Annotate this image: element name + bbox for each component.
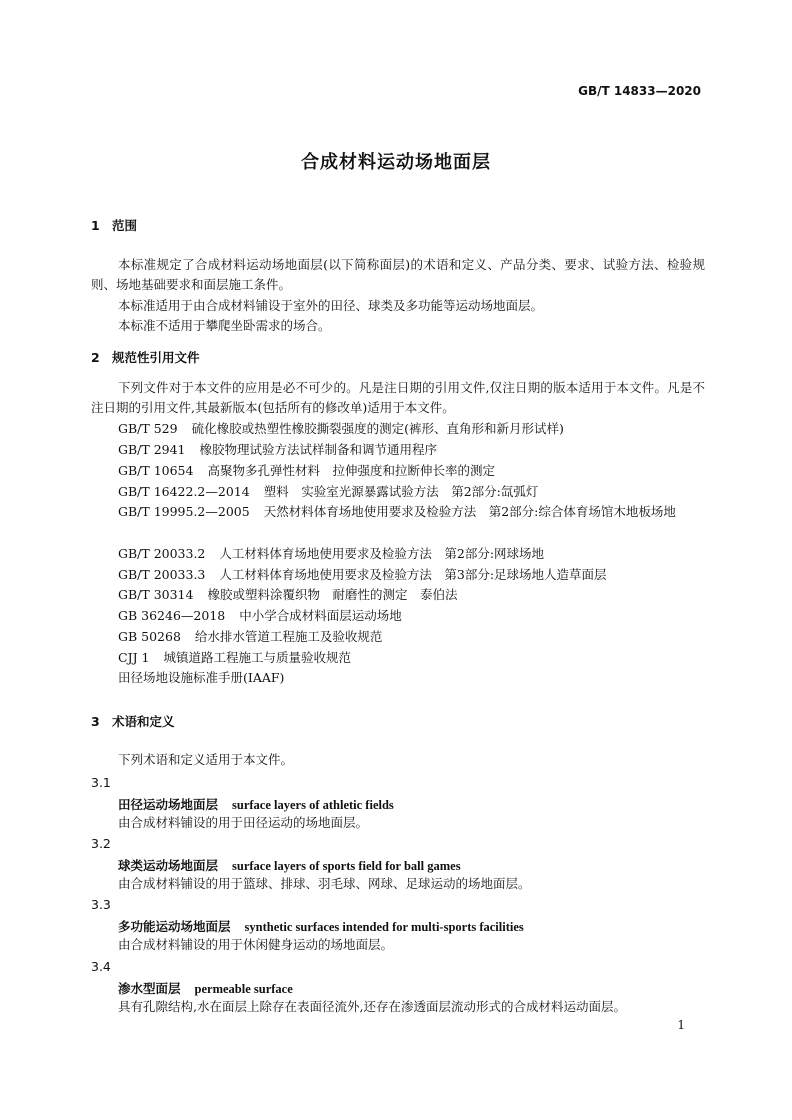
reference-code: GB 36246—2018 [118,608,226,623]
reference-item [118,461,495,481]
reference-title: 城镇道路工程施工与质量验收规范 [163,650,352,665]
term-zh: 球类运动场地面层 [118,858,219,873]
clause-number: 3.4 [91,959,111,974]
section-number: 2 [91,350,100,365]
reference-title: 田径场地设施标准手册(IAAF) [118,670,285,685]
term-heading [118,917,524,935]
reference-item [118,565,607,585]
reference-code: GB/T 10654 [118,463,194,478]
clause-number: 3.1 [91,775,111,790]
scope-paragraph-1: 本标准规定了合成材料运动场地面层(以下简称面层)的术语和定义、产品分类、要求、试验方法、检验规则、场地基础要求和面层施工条件。 [91,257,705,292]
reference-item [118,606,402,626]
section-3-heading [91,712,175,730]
term-definition: 由合成材料铺设的用于篮球、排球、羽毛球、网球、足球运动的场地面层。 [118,876,531,891]
term-heading [118,979,293,997]
reference-title: 给水排水管道工程施工及验收规范 [194,629,383,644]
reference-code: GB 50268 [118,629,181,644]
section-number: 3 [91,714,100,729]
reference-item [118,440,437,460]
references-intro: 下列文件对于本文件的应用是必不可少的。凡是注日期的引用文件,仅注日期的版本适用于本文件。凡是不注日期的引用文件,其最新版本(包括所有的修改单)适用于本文件。 [91,380,705,415]
reference-code: GB/T 529 [118,421,178,436]
terms-intro: 下列术语和定义适用于本文件。 [118,752,294,767]
reference-item [118,419,564,439]
section-title: 术语和定义 [112,714,175,729]
reference-code: GB/T 19995.2—2005 [118,504,250,519]
reference-title: 硫化橡胶或热塑性橡胶撕裂强度的测定(裤形、直角形和新月形试样) [191,421,564,436]
reference-code: GB/T 30314 [118,587,194,602]
term-en: surface layers of athletic fields [232,798,394,812]
term-en: permeable surface [194,982,293,996]
clause-number: 3.3 [91,897,111,912]
reference-title: 塑料 实验室光源暴露试验方法 第2部分:氙弧灯 [263,484,539,499]
term-definition: 由合成材料铺设的用于休闲健身运动的场地面层。 [118,937,394,952]
reference-item [118,668,284,688]
reference-title: 中小学合成材料面层运动场地 [239,608,402,623]
reference-item [118,585,457,605]
reference-title: 橡胶物理试验方法试样制备和调节通用程序 [199,442,438,457]
term-definition: 具有孔隙结构,水在面层上除存在表面径流外,还存在渗透面层流动形式的合成材料运动面层。 [118,999,626,1014]
clause-number: 3.2 [91,836,111,851]
term-en: surface layers of sports field for ball games [232,859,461,873]
document-title: 合成材料运动场地面层 [301,152,491,173]
page-number: 1 [677,1018,685,1032]
reference-code: GB/T 16422.2—2014 [118,484,250,499]
section-title: 范围 [112,218,138,233]
reference-item [118,544,544,564]
scope-paragraph-3: 本标准不适用于攀爬坐卧需求的场合。 [118,318,331,333]
standard-code: GB/T 14833—2020 [578,84,701,98]
section-number: 1 [91,218,100,233]
term-zh: 田径运动场地面层 [118,797,219,812]
reference-item [118,627,382,647]
term-zh: 渗水型面层 [118,981,181,996]
reference-item [91,502,705,522]
section-2-heading [91,348,200,366]
term-zh: 多功能运动场地面层 [118,919,231,934]
section-title: 规范性引用文件 [112,350,200,365]
reference-code: GB/T 20033.3 [118,567,206,582]
reference-item [118,648,351,668]
reference-title: 人工材料体育场地使用要求及检验方法 第2部分:网球场地 [219,546,545,561]
reference-code: GB/T 20033.2 [118,546,206,561]
term-en: synthetic surfaces intended for multi-sports facilities [244,920,524,934]
term-heading [118,856,461,874]
reference-title: 人工材料体育场地使用要求及检验方法 第3部分:足球场地人造草面层 [219,567,607,582]
term-heading [118,795,394,813]
section-1-heading [91,216,137,234]
reference-code: CJJ 1 [118,650,150,665]
scope-paragraph-2: 本标准适用于由合成材料铺设于室外的田径、球类及多功能等运动场地面层。 [118,298,544,313]
reference-title: 天然材料体育场地使用要求及检验方法 第2部分:综合体育场馆木地板场地 [263,504,676,519]
reference-title: 橡胶或塑料涂覆织物 耐磨性的测定 泰伯法 [207,587,458,602]
reference-item [118,482,538,502]
term-definition: 由合成材料铺设的用于田径运动的场地面层。 [118,815,369,830]
reference-code: GB/T 2941 [118,442,186,457]
reference-title: 高聚物多孔弹性材料 拉伸强度和拉断伸长率的测定 [207,463,495,478]
